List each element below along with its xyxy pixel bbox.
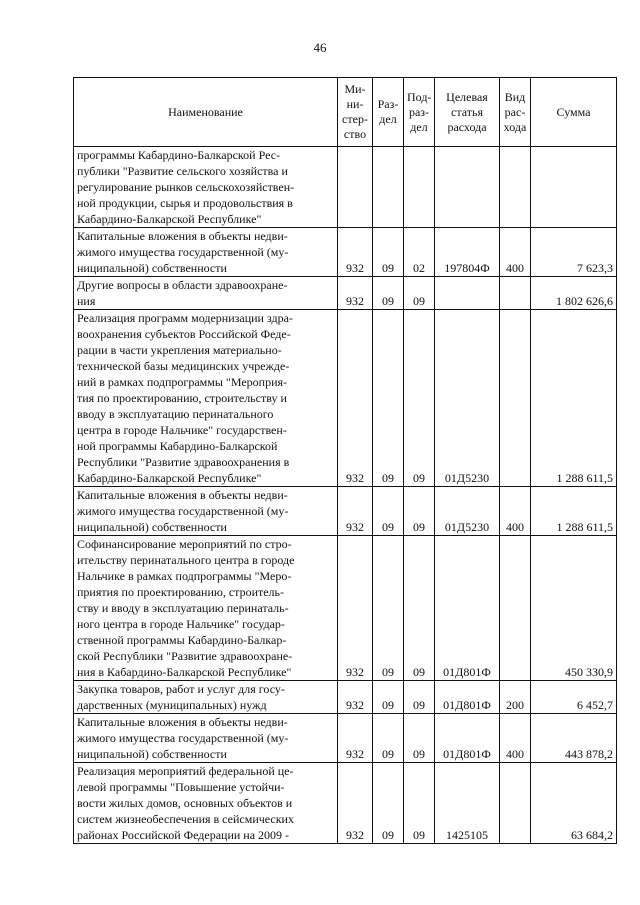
table-cell-subsection: 09 xyxy=(404,681,435,714)
table-cell-amount: 7 623,3 xyxy=(531,228,617,277)
table-row xyxy=(74,536,617,681)
table-cell-section: 09 xyxy=(373,536,404,681)
table-cell-section xyxy=(373,147,404,228)
table-cell-amount: 1 802 626,6 xyxy=(531,277,617,310)
table-row xyxy=(74,681,617,714)
page-number: 46 xyxy=(313,40,327,55)
table-cell-amount: 6 452,7 xyxy=(531,681,617,714)
table-cell-expense-type xyxy=(500,277,531,310)
table-cell-expense-type: 400 xyxy=(500,487,531,536)
table-cell-subsection: 09 xyxy=(404,487,435,536)
table-cell-expense-type: 200 xyxy=(500,681,531,714)
table-cell-section: 09 xyxy=(373,763,404,844)
table-cell-target-article: 1425105 xyxy=(435,763,500,844)
table-row xyxy=(74,487,617,536)
table-cell-amount: 1 288 611,5 xyxy=(531,310,617,487)
table-cell-amount: 1 288 611,5 xyxy=(531,487,617,536)
table-row xyxy=(74,228,617,277)
table-row xyxy=(74,277,617,310)
header-target-article: Целевая статья расхода xyxy=(435,78,500,147)
table-cell-target-article xyxy=(435,277,500,310)
table-cell-subsection: 09 xyxy=(404,277,435,310)
table-cell-amount: 450 330,9 xyxy=(531,536,617,681)
table-row xyxy=(74,763,617,844)
header-section: Раз- дел xyxy=(373,78,404,147)
table-cell-amount xyxy=(531,147,617,228)
header-expense-type: Вид рас- хода xyxy=(500,78,531,147)
table-header-row xyxy=(74,78,617,147)
header-name: Наименование xyxy=(74,78,338,147)
table-cell-subsection: 09 xyxy=(404,714,435,763)
table-cell-subsection: 09 xyxy=(404,763,435,844)
table-cell-ministry: 932 xyxy=(338,763,373,844)
table-cell-name: Капитальные вложения в объекты недви- жимого имущества государственной (му- ниципальной) собственности xyxy=(74,228,338,277)
header-subsection: Под- раз- дел xyxy=(404,78,435,147)
table-cell-target-article: 01Д5230 xyxy=(435,487,500,536)
table-cell-ministry: 932 xyxy=(338,681,373,714)
table-cell-ministry: 932 xyxy=(338,277,373,310)
table-cell-amount: 443 878,2 xyxy=(531,714,617,763)
table-cell-expense-type: 400 xyxy=(500,228,531,277)
table-cell-ministry: 932 xyxy=(338,714,373,763)
table-cell-expense-type xyxy=(500,763,531,844)
table-cell-subsection: 02 xyxy=(404,228,435,277)
table-cell-name: Другие вопросы в области здравоохране- ния xyxy=(74,277,338,310)
table-cell-name: программы Кабардино-Балкарской Рес- публики "Развитие сельского хозяйства и регулирование рынков сельскохозяйствен- ной продукции, сырья и продовольствия в Кабардино-Балкарской Республике" xyxy=(74,147,338,228)
table-cell-ministry: 932 xyxy=(338,228,373,277)
table-cell-name: Реализация программ модернизации здра- воохранения субъектов Российской Феде- рации в части укрепления материально- технической базы медицинских учрежде- ний в рамках подпрограммы "Мероприя- тия по проектированию, строительству и вводу в эксплуатацию перинатального центра в городе Нальчике" государствен- ной программы Кабардино-Балкарской Республики "Развитие здравоохранения в Кабардино-Балкарской Республике" xyxy=(74,310,338,487)
table-cell-name: Капитальные вложения в объекты недви- жимого имущества государственной (му- ниципальной) собственности xyxy=(74,714,338,763)
table-cell-target-article: 197804Ф xyxy=(435,228,500,277)
table-cell-expense-type xyxy=(500,147,531,228)
table-row xyxy=(74,147,617,228)
table-cell-subsection xyxy=(404,147,435,228)
table-cell-section: 09 xyxy=(373,714,404,763)
table-cell-ministry: 932 xyxy=(338,487,373,536)
table-cell-amount: 63 684,2 xyxy=(531,763,617,844)
table-cell-section: 09 xyxy=(373,681,404,714)
table-cell-ministry: 932 xyxy=(338,536,373,681)
table-cell-expense-type xyxy=(500,310,531,487)
budget-table xyxy=(73,77,617,844)
table-cell-ministry xyxy=(338,147,373,228)
table-cell-name: Софинансирование мероприятий по стро- ительству перинатального центра в городе Нальчике в рамках подпрограммы "Меро- приятия по проектированию, строитель- ству и вводу в эксплуатацию перинаталь- ного центра в городе Нальчике" государ- ственной программы Кабардино-Балкар- ской Республики "Развитие здравоохране- ния в Кабардино-Балкарской Республике" xyxy=(74,536,338,681)
table-cell-subsection: 09 xyxy=(404,310,435,487)
table-cell-target-article xyxy=(435,147,500,228)
table-cell-target-article: 01Д801Ф xyxy=(435,714,500,763)
header-amount: Сумма xyxy=(531,78,617,147)
table-cell-target-article: 01Д801Ф xyxy=(435,536,500,681)
table-cell-expense-type: 400 xyxy=(500,714,531,763)
table-cell-ministry: 932 xyxy=(338,310,373,487)
table-cell-section: 09 xyxy=(373,487,404,536)
table-cell-subsection: 09 xyxy=(404,536,435,681)
table-cell-section: 09 xyxy=(373,277,404,310)
table-cell-name: Реализация мероприятий федеральной це- левой программы "Повышение устойчи- вости жилых домов, основных объектов и систем жизнеобеспечения в сейсмических районах Российской Федерации на 2009 - xyxy=(74,763,338,844)
table-row xyxy=(74,310,617,487)
table-cell-name: Закупка товаров, работ и услуг для госу- дарственных (муниципальных) нужд xyxy=(74,681,338,714)
table-cell-name: Капитальные вложения в объекты недви- жимого имущества государственной (му- ниципальной) собственности xyxy=(74,487,338,536)
table-cell-section: 09 xyxy=(373,228,404,277)
header-ministry: Ми- ни- стер- ство xyxy=(338,78,373,147)
table-cell-section: 09 xyxy=(373,310,404,487)
table-row xyxy=(74,714,617,763)
table-cell-target-article: 01Д801Ф xyxy=(435,681,500,714)
table-cell-target-article: 01Д5230 xyxy=(435,310,500,487)
table-body xyxy=(74,147,617,844)
table-cell-expense-type xyxy=(500,536,531,681)
